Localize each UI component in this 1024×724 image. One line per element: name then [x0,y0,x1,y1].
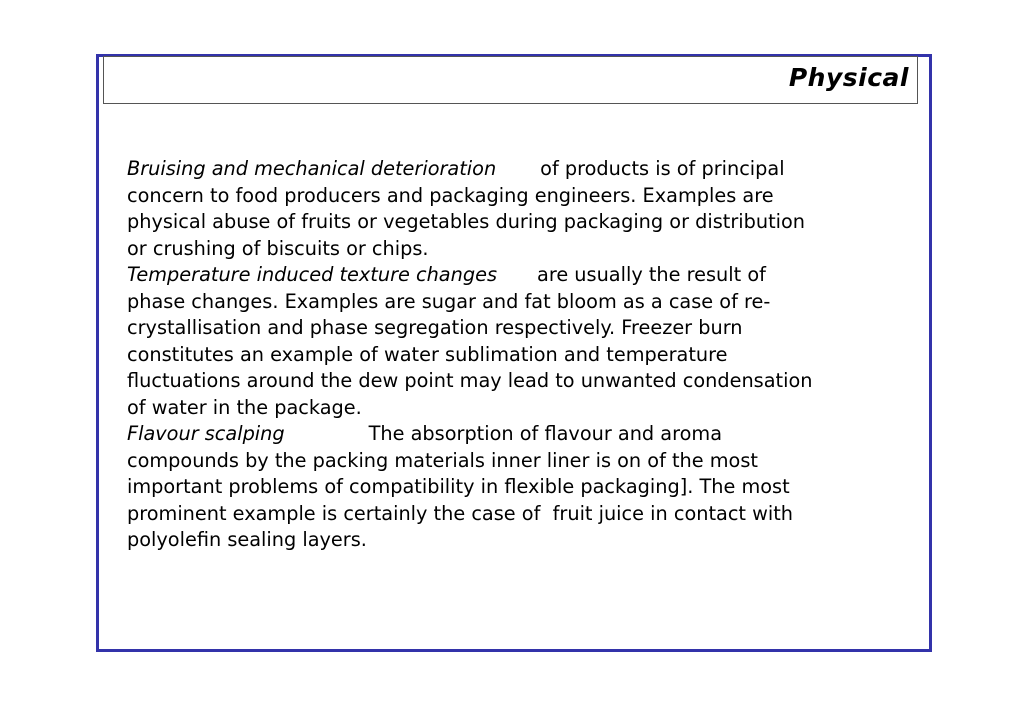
paragraph-3-line-4: prominent example is certainly the case of fruit juice in contact with [127,501,794,525]
paragraph-2-line-2: phase changes. Examples are sugar and fat bloom as a case of re- [127,289,771,313]
paragraph-2-text: are usually the result of [537,263,766,286]
paragraph-1-line-3: physical abuse of fruits or vegetables during packaging or distribution [127,210,806,233]
paragraph-2-line-3: crystallisation and phase segregation respectively. Freezer burn [127,316,743,339]
paragraph-1-term: Bruising and mechanical deterioration [127,157,497,180]
paragraph-1-line-1 [127,156,917,183]
paragraph-2-line-1 [127,262,917,289]
paragraph-1-text: of products is of principal [540,157,785,180]
paragraph-1-line-4: or crushing of biscuits or chips. [127,236,429,260]
paragraph-1-line-2: concern to food producers and packaging engineers. Examples are [127,183,774,207]
paragraph-3-line-3: important problems of compatibility in flexible packaging]. The most [127,475,790,498]
paragraph-3-line-2: compounds by the packing materials inner liner is on of the most [127,448,758,472]
title-box [103,56,918,104]
paragraph-3-term: Flavour scalping [127,422,285,445]
paragraph-3-line-5: polyolefin sealing layers. [127,528,367,551]
paragraph-3-text: The absorption of flavour and aroma [368,422,723,445]
slide-body [127,156,917,554]
slide-title: Physical [788,63,909,92]
paragraph-2-line-6: of water in the package. [127,395,362,419]
paragraph-3-line-1 [127,421,917,448]
paragraph-2-line-4: constitutes an example of water sublimation and temperature [127,342,728,366]
paragraph-2-term: Temperature induced texture changes [127,263,497,286]
paragraph-2-line-5: fluctuations around the dew point may lead to unwanted condensation [127,369,813,392]
